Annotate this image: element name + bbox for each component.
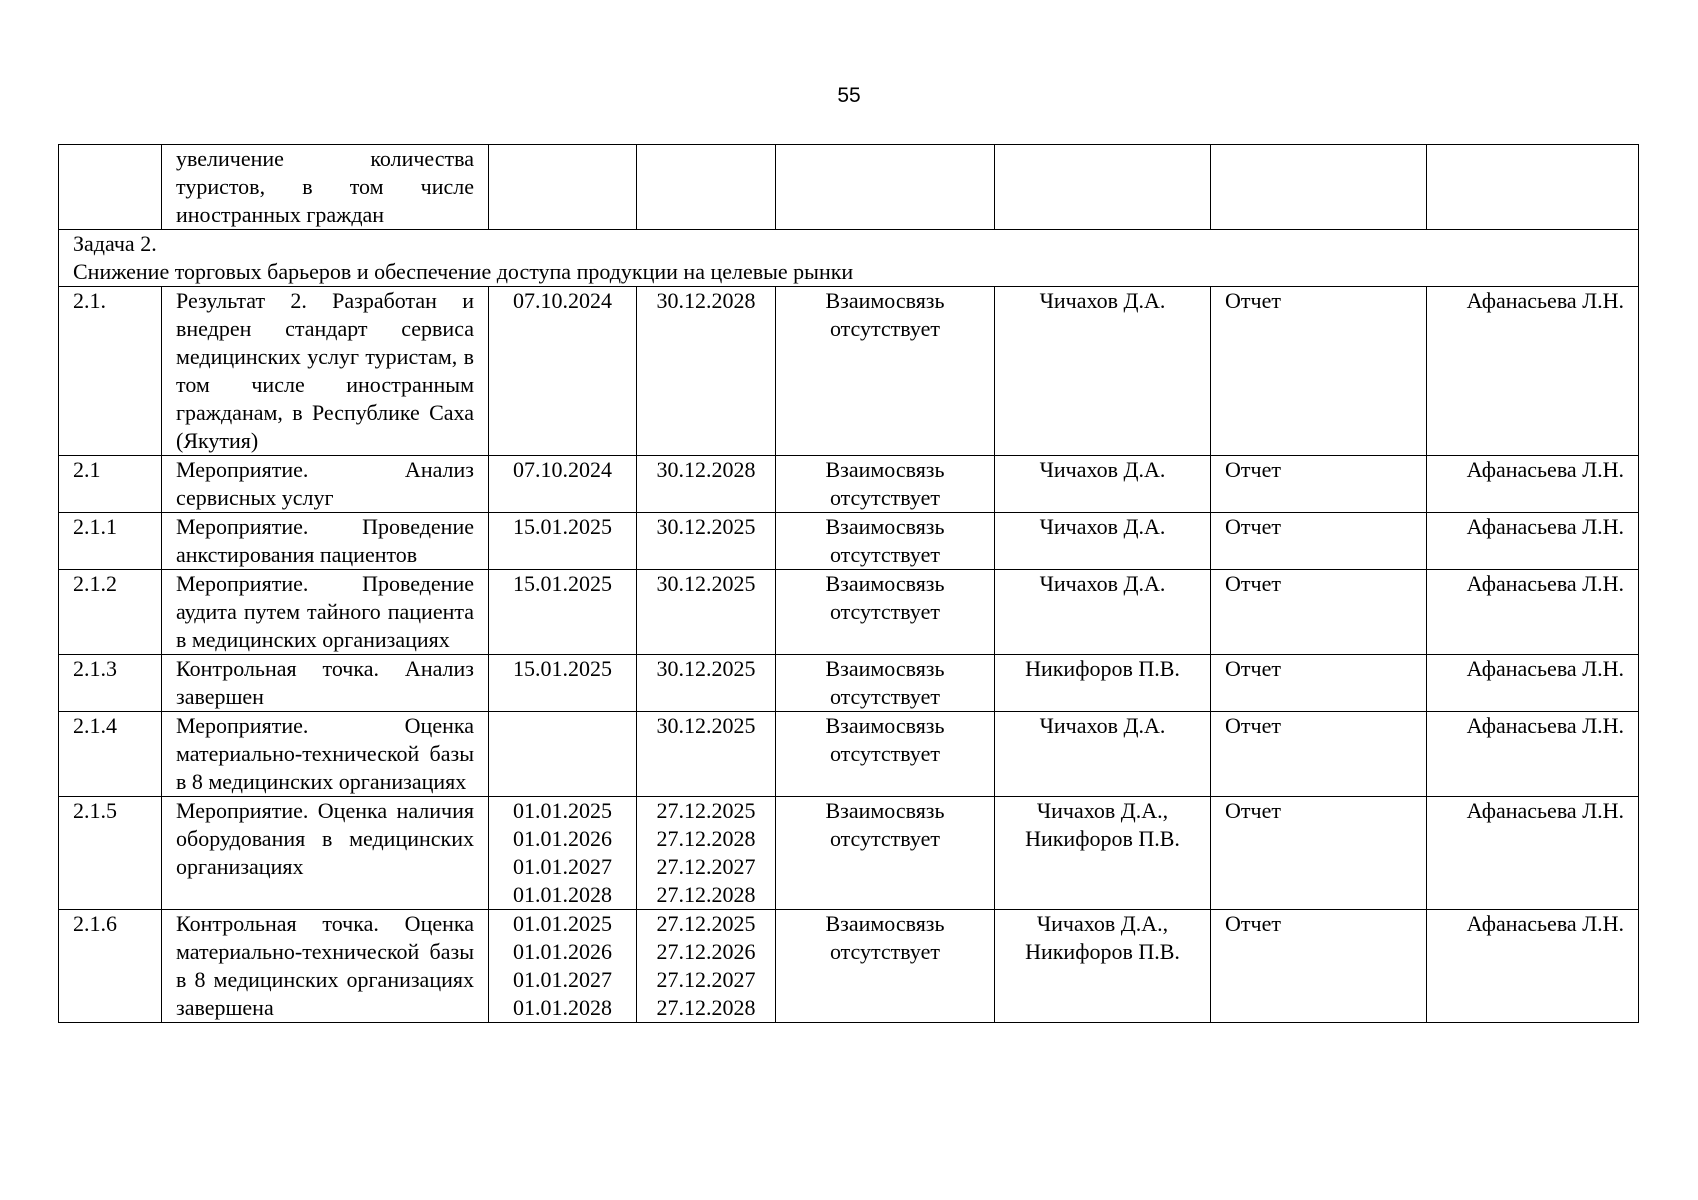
cell-responsible	[995, 570, 1211, 655]
cell-result: Отчет	[1211, 513, 1427, 570]
end-date: 27.12.2028	[656, 826, 756, 851]
page-number: 55	[837, 84, 861, 107]
cell-name: Контрольная точка. Анализ завершен	[162, 655, 489, 712]
cell-start	[489, 570, 637, 655]
start-date: 01.01.2028	[513, 995, 612, 1020]
cell-relation: Взаимосвязь отсутствует	[776, 287, 995, 456]
cell-result: Отчет	[1211, 910, 1427, 1023]
cell-relation: Взаимосвязь отсутствует	[776, 570, 995, 655]
cell-end	[637, 513, 776, 570]
cell-start	[489, 513, 637, 570]
cell-name: Мероприятие. Проведение анкстирования пациентов	[162, 513, 489, 570]
table-row	[59, 910, 1639, 1023]
end-date: 27.12.2028	[656, 882, 756, 907]
end-date: 30.12.2025	[656, 514, 756, 539]
end-date: 27.12.2028	[656, 995, 756, 1020]
start-date: 01.01.2026	[513, 939, 612, 964]
cell-relation: Взаимосвязь отсутствует	[776, 513, 995, 570]
cell-result	[1211, 145, 1427, 230]
cell-end	[637, 287, 776, 456]
end-date: 30.12.2025	[656, 656, 756, 681]
cell-responsible	[995, 456, 1211, 513]
responsible-person: Никифоров П.В.	[1025, 939, 1180, 964]
responsible-person: Чичахов Д.А.	[1039, 713, 1166, 738]
cell-result: Отчет	[1211, 287, 1427, 456]
start-date: 01.01.2025	[513, 798, 612, 823]
cell-end	[637, 145, 776, 230]
cell-approver: Афанасьева Л.Н.	[1427, 570, 1639, 655]
table-row-continued	[59, 145, 1639, 230]
plan-table-body	[59, 145, 1639, 1023]
cell-responsible	[995, 797, 1211, 910]
task-title: Задача 2.	[73, 231, 157, 256]
cell-responsible	[995, 910, 1211, 1023]
cell-approver: Афанасьева Л.Н.	[1427, 712, 1639, 797]
start-date: 07.10.2024	[513, 457, 612, 482]
responsible-person: Чичахов Д.А.	[1039, 571, 1166, 596]
cell-end	[637, 910, 776, 1023]
start-date: 15.01.2025	[513, 514, 612, 539]
cell-result: Отчет	[1211, 570, 1427, 655]
end-date: 27.12.2025	[656, 798, 756, 823]
start-date: 01.01.2026	[513, 826, 612, 851]
cell-end	[637, 570, 776, 655]
end-date: 27.12.2027	[656, 854, 756, 879]
cell-name: Мероприятие. Оценка наличия оборудования в медицинских организациях	[162, 797, 489, 910]
cell-approver: Афанасьева Л.Н.	[1427, 797, 1639, 910]
responsible-person: Никифоров П.В.	[1025, 826, 1180, 851]
cell-start	[489, 910, 637, 1023]
cell-num: 2.1.6	[59, 910, 162, 1023]
cell-approver	[1427, 145, 1639, 230]
table-row	[59, 570, 1639, 655]
cell-num	[59, 145, 162, 230]
start-date: 15.01.2025	[513, 656, 612, 681]
end-date: 27.12.2025	[656, 911, 756, 936]
cell-approver: Афанасьева Л.Н.	[1427, 287, 1639, 456]
cell-relation: Взаимосвязь отсутствует	[776, 655, 995, 712]
cell-responsible	[995, 287, 1211, 456]
cell-start	[489, 145, 637, 230]
end-date: 30.12.2025	[656, 713, 756, 738]
cell-result: Отчет	[1211, 456, 1427, 513]
responsible-person: Чичахов Д.А.	[1039, 457, 1166, 482]
cell-responsible	[995, 513, 1211, 570]
end-date: 27.12.2027	[656, 967, 756, 992]
cell-num: 2.1	[59, 456, 162, 513]
cell-num: 2.1.3	[59, 655, 162, 712]
cell-name: Результат 2. Разработан и внедрен стандарт сервиса медицинских услуг туристам, в том числе иностранным гражданам, в Республике Саха (Якутия)	[162, 287, 489, 456]
start-date: 15.01.2025	[513, 571, 612, 596]
cell-result: Отчет	[1211, 797, 1427, 910]
cell-name: Мероприятие. Проведение аудита путем тайного пациента в медицинских организациях	[162, 570, 489, 655]
cell-relation: Взаимосвязь отсутствует	[776, 456, 995, 513]
cell-start	[489, 456, 637, 513]
table-row-task	[59, 230, 1639, 287]
task-description: Снижение торговых барьеров и обеспечение доступа продукции на целевые рынки	[73, 259, 854, 284]
cell-start	[489, 797, 637, 910]
cell-responsible	[995, 712, 1211, 797]
cell-end	[637, 456, 776, 513]
cell-start	[489, 655, 637, 712]
start-date: 01.01.2028	[513, 882, 612, 907]
cell-responsible	[995, 145, 1211, 230]
cell-end	[637, 712, 776, 797]
end-date: 27.12.2026	[656, 939, 756, 964]
end-date: 30.12.2028	[656, 288, 756, 313]
cell-end	[637, 655, 776, 712]
cell-relation	[776, 145, 995, 230]
cell-num: 2.1.	[59, 287, 162, 456]
end-date: 30.12.2028	[656, 457, 756, 482]
cell-num: 2.1.1	[59, 513, 162, 570]
table-row	[59, 797, 1639, 910]
end-date: 30.12.2025	[656, 571, 756, 596]
cell-name: Мероприятие. Анализ сервисных услуг	[162, 456, 489, 513]
responsible-person: Чичахов Д.А.	[1039, 514, 1166, 539]
cell-num: 2.1.5	[59, 797, 162, 910]
cell-approver: Афанасьева Л.Н.	[1427, 513, 1639, 570]
cell-approver: Афанасьева Л.Н.	[1427, 456, 1639, 513]
cell-approver: Афанасьева Л.Н.	[1427, 655, 1639, 712]
cell-result: Отчет	[1211, 655, 1427, 712]
start-date: 01.01.2027	[513, 967, 612, 992]
cell-start	[489, 287, 637, 456]
start-date: 07.10.2024	[513, 288, 612, 313]
cell-name: увеличение количества туристов, в том числе иностранных граждан	[162, 145, 489, 230]
cell-num: 2.1.4	[59, 712, 162, 797]
cell-approver: Афанасьева Л.Н.	[1427, 910, 1639, 1023]
cell-num: 2.1.2	[59, 570, 162, 655]
responsible-person: Чичахов Д.А.	[1039, 288, 1166, 313]
responsible-person: Чичахов Д.А.,	[1036, 911, 1169, 936]
table-row	[59, 456, 1639, 513]
table-row	[59, 513, 1639, 570]
cell-end	[637, 797, 776, 910]
task-cell	[59, 230, 1639, 287]
table-row	[59, 655, 1639, 712]
table-row	[59, 712, 1639, 797]
table-row	[59, 287, 1639, 456]
responsible-person: Никифоров П.В.	[1025, 656, 1180, 681]
cell-start	[489, 712, 637, 797]
cell-responsible	[995, 655, 1211, 712]
cell-relation: Взаимосвязь отсутствует	[776, 712, 995, 797]
plan-table	[58, 144, 1639, 1023]
start-date: 01.01.2025	[513, 911, 612, 936]
cell-relation: Взаимосвязь отсутствует	[776, 910, 995, 1023]
cell-name: Контрольная точка. Оценка материально-технической базы в 8 медицинских организациях завершена	[162, 910, 489, 1023]
responsible-person: Чичахов Д.А.,	[1036, 798, 1169, 823]
cell-relation: Взаимосвязь отсутствует	[776, 797, 995, 910]
cell-result: Отчет	[1211, 712, 1427, 797]
start-date: 01.01.2027	[513, 854, 612, 879]
cell-name: Мероприятие. Оценка материально-технической базы в 8 медицинских организациях	[162, 712, 489, 797]
